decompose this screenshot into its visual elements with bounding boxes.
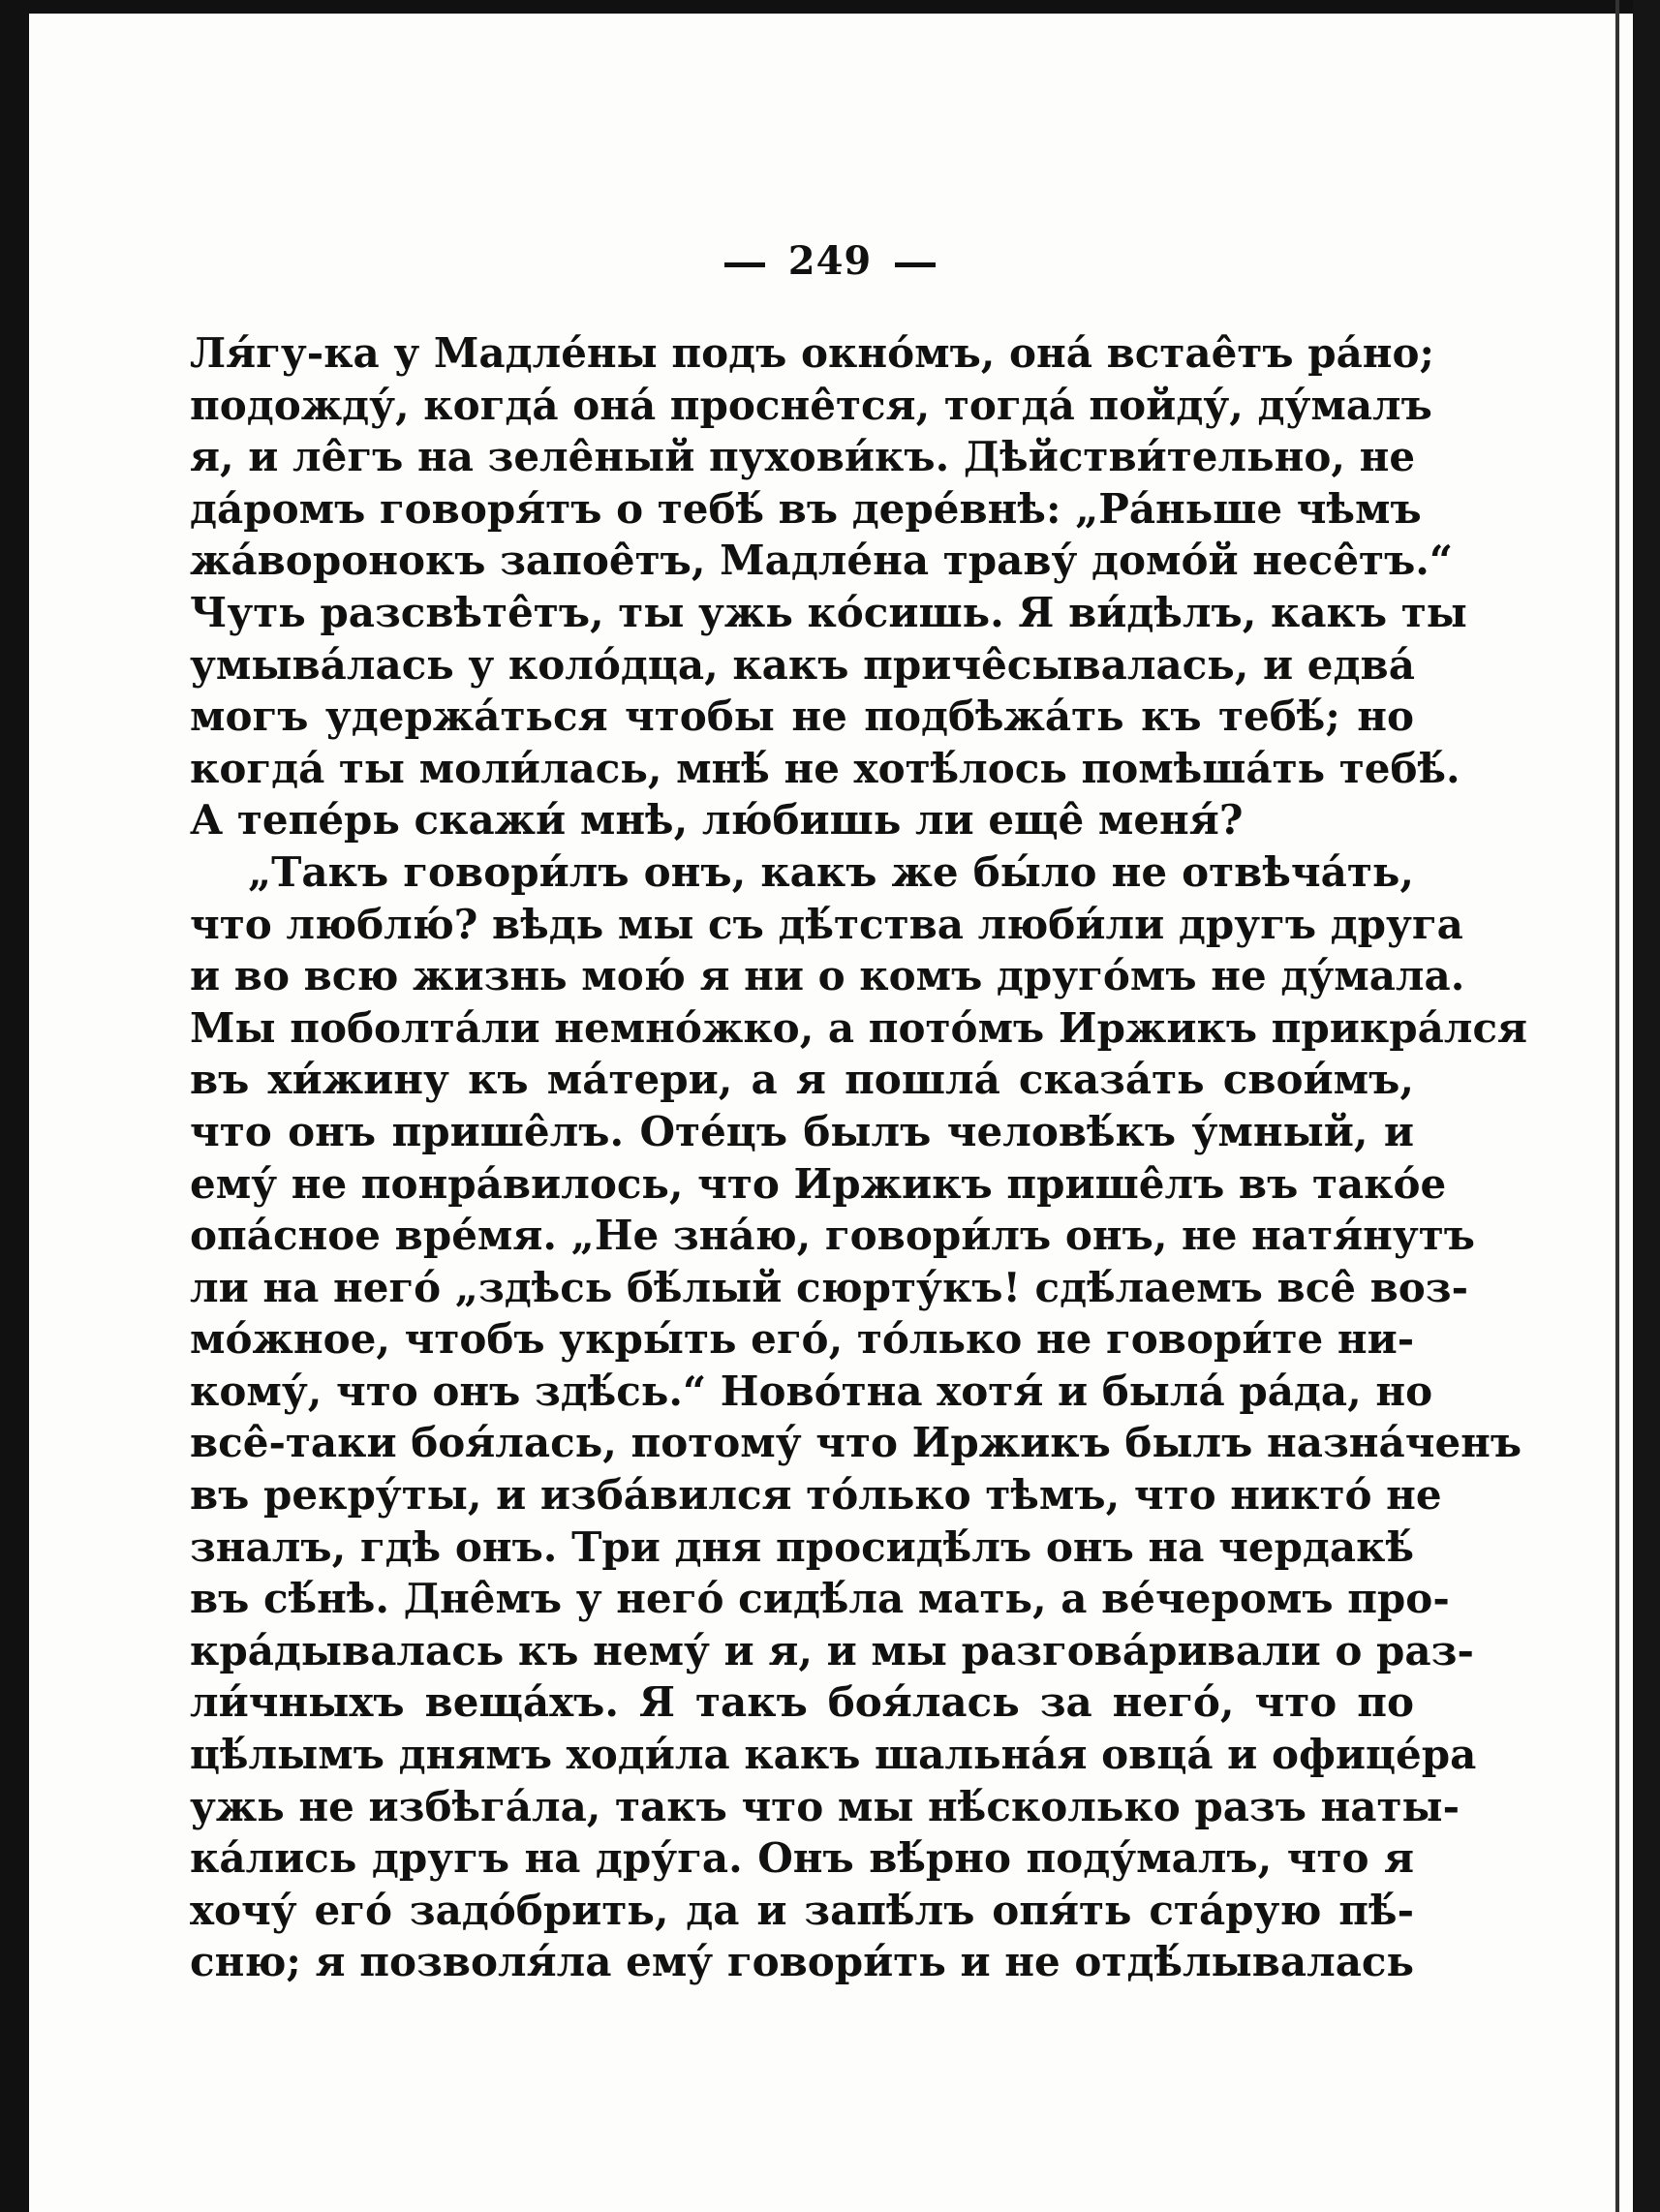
text-line: все̂-таки боя́лась, потому́ что Иржикъ былъ назна́ченъ xyxy=(190,1419,1522,1467)
text-line: въ сѣ́нѣ. Дне̂мъ у него́ сидѣ́ла мать, а ве́черомъ про- xyxy=(190,1575,1450,1623)
scan-border-right-line xyxy=(1615,0,1619,2212)
page-number xyxy=(0,238,1660,284)
text-line: ужь не избѣга́ла, такъ что мы нѣ́сколько разъ наты- xyxy=(190,1782,1460,1830)
page-number-dash-right xyxy=(895,262,936,267)
text-line: въ хи́жину къ ма́тери, а я пошла́ сказа́ть свои́мъ, xyxy=(190,1056,1414,1104)
page-number-dash-left xyxy=(724,262,765,267)
text-line: когда́ ты моли́лась, мнѣ́ не хотѣ́лось помѣша́ть тебѣ́. xyxy=(190,744,1460,792)
text-line: зналъ, гдѣ онъ. Три дня просидѣ́лъ онъ на чердакѣ́ xyxy=(190,1522,1414,1571)
text-line: кра́дывалась къ нему́ и я, и мы разгова́ривали о раз- xyxy=(190,1626,1474,1674)
text-line: ка́лись другъ на дру́га. Онъ вѣ́рно поду́малъ, что я xyxy=(190,1834,1414,1883)
text-line: въ рекру́ты, и изба́вился то́лько тѣмъ, что никто́ не xyxy=(190,1471,1442,1520)
text-line: и во всю жизнь мою́ я ни о комъ друго́мъ не ду́мала. xyxy=(190,952,1465,1000)
text-line: ли на него́ „здѣсь бѣ́лый сюрту́къ! сдѣ́лаемъ все̂ воз- xyxy=(190,1263,1469,1311)
text-line: хочу́ его́ задо́брить, да и запѣ́лъ опя́ть ста́рую пѣ́- xyxy=(190,1886,1414,1934)
text-line: что онъ прише̂лъ. Оте́цъ былъ человѣ́къ у́мный, и xyxy=(190,1107,1414,1155)
text-line: кому́, что онъ здѣ́сь.“ Ново́тна хотя́ и была́ ра́да, но xyxy=(190,1367,1433,1415)
text-line: Мы поболта́ли немно́жко, а пото́мъ Иржикъ прикра́лся xyxy=(190,1003,1528,1052)
page-number-value: 249 xyxy=(787,238,873,284)
body-text xyxy=(190,327,1528,1988)
text-line: умыва́лась у коло́дца, какъ приче̂сывалась, и едва́ xyxy=(190,640,1415,689)
text-line-paragraph-start: „Такъ говори́лъ онъ, какъ же бы́ло не отвѣча́ть, xyxy=(248,847,1414,896)
text-line: я, и ле̂гъ на зеле̂ный пухови́къ. Дѣйстви́тельно, не xyxy=(190,433,1416,481)
text-line: ему́ не понра́вилось, что Иржикъ прише̂лъ въ тако́е xyxy=(190,1159,1447,1208)
scan-border-top xyxy=(0,0,1660,14)
text-line: что люблю́? вѣдь мы съ дѣ́тства люби́ли другъ друга xyxy=(190,900,1463,948)
scan-border-right xyxy=(1633,0,1660,2212)
text-line: могъ удержа́ться чтобы не подбѣжа́ть къ тебѣ́; но xyxy=(190,692,1414,741)
text-line: опа́сное вре́мя. „Не зна́ю, говори́лъ онъ, не натя́нутъ xyxy=(190,1212,1476,1260)
text-line: сню; я позволя́ла ему́ говори́ть и не отдѣ́лывалась xyxy=(190,1938,1414,1986)
text-line: Ля́гу-ка у Мадле́ны подъ окно́мъ, она́ встае̂тъ ра́но; xyxy=(190,329,1435,377)
text-line: Чуть разсвѣте̂тъ, ты ужь ко́сишь. Я ви́дѣлъ, какъ ты xyxy=(190,588,1467,636)
text-line: ли́чныхъ веща́хъ. Я такъ боя́лась за него́, что по xyxy=(190,1678,1414,1727)
text-line: да́ромъ говоря́тъ о тебѣ́ въ дере́внѣ: „Ра́ньше чѣмъ xyxy=(190,484,1422,533)
scan-border-left xyxy=(0,0,29,2212)
text-line: А тепе́рь скажи́ мнѣ, лю́бишь ли еще̂ меня́? xyxy=(190,796,1244,845)
text-line: жа́воронокъ запое̂тъ, Мадле́на траву́ домо́й несе̂тъ.“ xyxy=(190,537,1454,585)
text-line: подожду́, когда́ она́ просне̂тся, тогда́ пойду́, ду́малъ xyxy=(190,381,1432,429)
text-line: мо́жное, чтобъ укры́ть его́, то́лько не говори́те ни- xyxy=(190,1315,1415,1364)
text-line: цѣ́лымъ днямъ ходи́ла какъ шальна́я овца́ и офице́ра xyxy=(190,1731,1477,1779)
